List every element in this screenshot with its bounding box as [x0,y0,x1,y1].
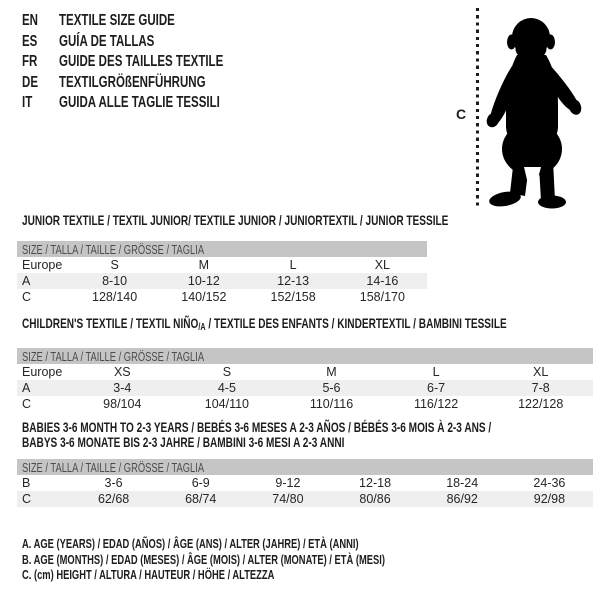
size-header-bar: SIZE / TALLA / TAILLE / GRÖSSE / TAGLIA [17,459,593,475]
footnote-c: C. (cm) HEIGHT / ALTURA / HAUTEUR / HÖHE / ALTEZZA [22,567,275,583]
language-row [22,93,287,114]
language-row [22,11,287,32]
size-value-cell: 18-24 [446,476,479,490]
row-label-cell: A [17,380,70,396]
size-value-cell: 110/116 [309,397,354,411]
size-value-cell: 7-8 [488,380,593,396]
size-value-cell: XL [533,365,549,379]
row-label-cell: Europe [22,258,63,272]
language-row [22,32,287,53]
size-value-cell: 8-10 [70,273,159,289]
size-value-cell: S [222,365,232,379]
language-row [22,73,287,94]
size-value-cell: 14-16 [338,273,427,289]
language-header [22,11,287,114]
row-label-cell: C [17,491,70,507]
table-row [17,459,593,475]
footnote-a: A. AGE (YEARS) / EDAD (AÑOS) / ÂGE (ANS) / ALTER (JAHRE) / ETÀ (ANNI) [22,536,359,551]
size-value-cell: M [326,365,337,379]
size-value-cell: 152/158 [270,290,316,304]
size-value-cell: 140/152 [181,290,227,304]
figure-height-label: C [456,106,467,122]
height-dotted-line [476,8,479,209]
language-row [22,52,287,73]
table-row [17,491,593,507]
size-value-cell: 12-13 [249,273,338,289]
row-label-cell: A [17,273,70,289]
language-title: TEXTILGRÖßENFÜHRUNG [59,73,206,91]
table-row [17,380,593,396]
table-row [17,475,593,491]
size-header-bar: SIZE / TALLA / TAILLE / GRÖSSE / TAGLIA [17,348,593,364]
table-row [17,348,593,364]
language-title: GUÍA DE TALLAS [59,32,155,50]
footnotes [22,536,526,583]
size-value-cell: 122/128 [518,397,564,411]
size-value-cell: 116/122 [413,397,459,411]
language-title: TEXTILE SIZE GUIDE [59,12,175,29]
language-title: GUIDA ALLE TAGLIE TESSILI [59,94,220,112]
size-value-cell: 9-12 [275,476,301,490]
size-value-cell: 12-18 [359,476,392,490]
size-value-cell: 68/74 [157,491,244,507]
section-babies-textile [17,420,593,507]
size-value-cell: 80/86 [331,491,418,507]
size-value-cell: XL [374,258,391,272]
size-value-cell: 3-6 [104,476,123,490]
size-value-cell: L [432,365,440,379]
size-value-cell: 6-9 [191,476,210,490]
size-value-cell: M [198,258,210,272]
footnote-b: B. AGE (MONTHS) / EDAD (MESES) / ÂGE (MOIS) / ALTER (MONATE) / ETÀ (MESI) [22,551,385,567]
table-row [17,396,593,412]
row-label-cell: C [22,290,32,304]
size-value-cell: 128/140 [92,290,138,304]
table-row [17,273,427,289]
size-value-cell: 4-5 [175,380,280,396]
row-label-cell: C [22,397,32,411]
language-code: DE [22,73,39,91]
section-junior-textile [17,212,449,305]
childrens-textile-title: CHILDREN'S TEXTILE / TEXTIL NIÑO/A / TEXTILE DES ENFANTS / KINDERTEXTIL / BAMBINI TESSILE [22,315,507,333]
size-value-cell: 10-12 [159,273,248,289]
size-value-cell: 98/104 [103,397,142,411]
size-value-cell: 74/80 [244,491,331,507]
babies-textile-title: BABIES 3-6 MONTH TO 2-3 YEARS / BEBÉS 3-6 MESES A 2-3 AÑOS / BÉBÉS 3-6 MOIS À 2-3 ANS / BABYS 3-6 MONATE BIS 2-3 JAHRE / BAMBINI 3-6 MESI A 2-3 ANNI [22,419,492,450]
table-row [17,241,427,257]
size-value-cell: 6-7 [384,380,489,396]
childrens-size-table [17,348,593,412]
table-row [17,257,427,273]
babies-size-table [17,459,593,507]
language-code: FR [22,53,38,71]
size-value-cell: 86/92 [419,491,506,507]
size-value-cell: 24-36 [533,476,566,490]
junior-size-table [17,241,427,305]
language-code: ES [22,32,38,50]
row-label-cell: B [22,476,31,490]
baby-silhouette-icon [484,9,598,211]
size-value-cell: 104/110 [204,397,250,411]
language-title: GUIDE DES TAILLES TEXTILE [59,53,224,71]
size-value-cell: S [110,258,119,272]
size-value-cell: L [289,258,297,272]
row-label-cell: Europe [22,365,63,379]
size-value-cell: 62/68 [70,491,157,507]
table-row [17,289,427,305]
size-value-cell: 5-6 [279,380,384,396]
language-code: IT [22,94,33,112]
size-header-bar: SIZE / TALLA / TAILLE / GRÖSSE / TAGLIA [17,241,427,257]
table-row [17,364,593,380]
size-value-cell: 158/170 [359,290,405,304]
size-value-cell: 3-4 [70,380,175,396]
height-figure [452,6,598,218]
language-code: EN [22,12,39,29]
section-childrens-textile [17,317,593,412]
size-value-cell: 92/98 [506,491,593,507]
size-value-cell: XS [113,365,131,379]
junior-textile-title: JUNIOR TEXTILE / TEXTIL JUNIOR/ TEXTILE JUNIOR / JUNIORTEXTIL / JUNIOR TESSILE [22,212,449,228]
